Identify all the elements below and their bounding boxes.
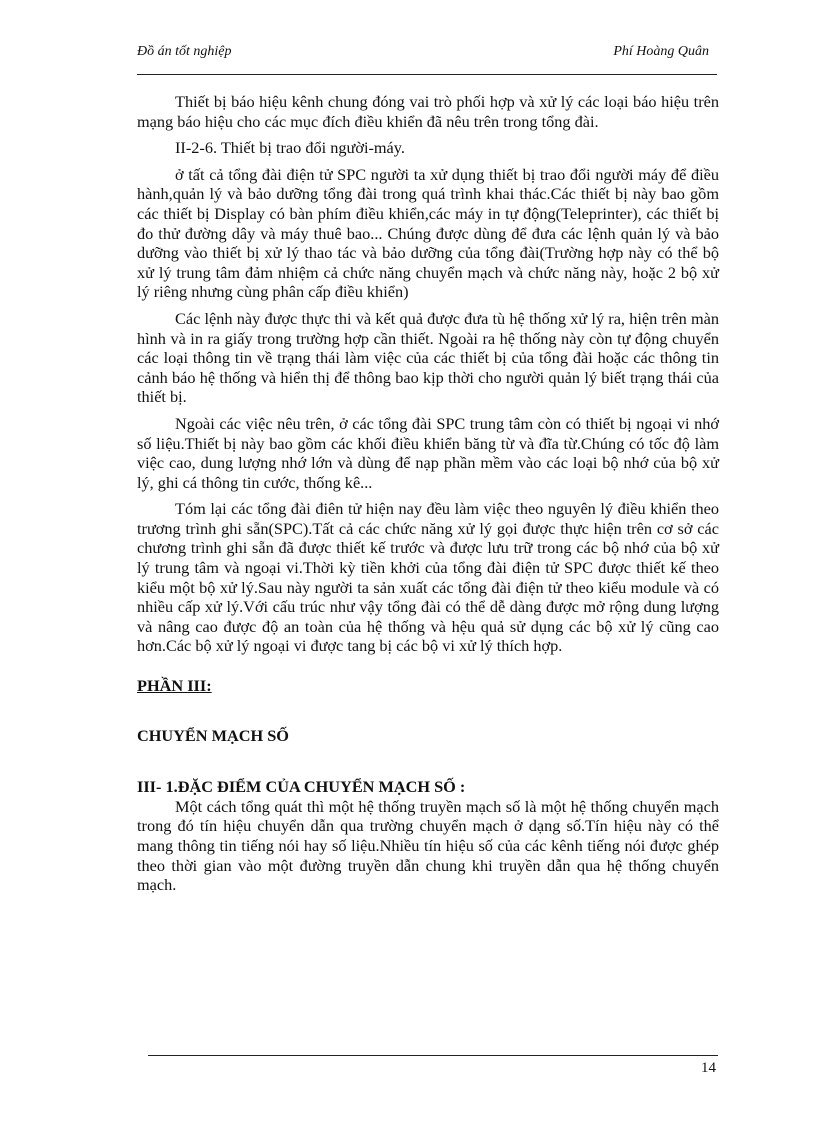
- footer-divider: [148, 1055, 718, 1056]
- paragraph-man-machine-equipment: ở tất cả tổng đài điện tử SPC người ta xử dụng thiết bị trao đổi người máy để điều hành,quản lý và bảo dưỡng tổng đài trong quá trình khai thác.Các thiết bị này bao gồm các thiết bị Display có bàn phím điều khiển,các máy in tự động(Teleprinter), các thiết bị đo thử đường dây và máy thuê bao... Chúng được dùng để đưa các lệnh quản lý và bảo dưỡng vào thiết bị xử lý thao tác và bảo dưỡng của tổng đài(Trường hợp này có thể bộ xử lý trung tâm đảm nhiệm cả chức năng chuyển mạch và chức năng này, hoặc 2 bộ xử lý riêng nhưng cùng phân cấp điều khiển): [137, 164, 719, 302]
- paragraph-peripheral-storage: Ngoài các việc nêu trên, ở các tổng đài SPC trung tâm còn có thiết bị ngoại vi nhớ số liệu.Thiết bị này bao gồm các khối điều khiển băng từ và đĩa từ.Chúng có tốc độ làm việc cao, dung lượng nhớ lớn và dùng để nạp phần mềm vào các loại bộ nhớ của bộ xử lý, ghi cá thông tin cước, thống kê...: [137, 413, 719, 492]
- header-author-name: Phí Hoàng Quân: [613, 44, 709, 59]
- paragraph-signaling-equipment: Thiết bị báo hiệu kênh chung đóng vai trò phối hợp và xử lý các loại báo hiệu trên mạng báo hiệu cho các mục đích điều khiển đã nêu trên trong tổng đài.: [137, 92, 719, 131]
- header-document-title: Đồ án tốt nghiệp: [137, 44, 232, 59]
- paragraph-digital-switching: Một cách tổng quát thì một hệ thống truyền mạch số là một hệ thống chuyển mạch trong đó tín hiệu chuyển dẫn qua trường chuyển mạch ở dạng số.Tín hiệu này có thể mang thông tin tiếng nói hay số liệu.Nhiều tín hiệu số của các kênh tiếng nói được ghép theo thời gian vào một đường truyền dẫn chung khi truyền dẫn qua hệ thống chuyển mạch.: [137, 796, 719, 895]
- header-divider: [137, 74, 717, 75]
- part-title: PHẦN III:: [137, 676, 212, 696]
- chapter-title: CHUYỂN MẠCH SỐ: [137, 725, 289, 745]
- page-header: [137, 44, 717, 68]
- paragraph-commands-execution: Các lệnh này được thực thi và kết quả được đưa tù hệ thống xử lý ra, hiện trên màn hình và in ra giấy trong trường hợp cần thiết. Ngoài ra hệ thống này còn tự động chuyển các loại thông tin về trạng thái làm việc của các thiết bị của tổng đài hoặc các thông tin cảnh báo hệ thống và hiển thị để thông bao kịp thời cho người quản lý biết trạng thái của thiết bị.: [137, 308, 719, 407]
- subsection-heading-man-machine: II-2-6. Thiết bị trao đổi người-máy.: [175, 138, 405, 158]
- section-heading: III- 1.ĐẶC ĐIỂM CỦA CHUYỂN MẠCH SỐ :: [137, 777, 466, 797]
- paragraph-summary-spc: Tóm lại các tổng đài điên tử hiện nay đều làm việc theo nguyên lý điều khiển theo trương trình ghi sẵn(SPC).Tất cả các chức năng xử lý gọi được thực hiện trên cơ sở các chương trình ghi sẵn đã được thiết kế trước và được lưu trữ trong các bộ nhớ của bộ xử lý trung tâm và ngoại vi.Thời kỳ tiền khởi của tổng đài điện tử SPC được thiết kế theo kiểu một bộ xử lý.Sau này người ta sản xuất các tổng đài điện tử theo kiểu module và có nhiều cấp xử lý.Với cấu trúc như vậy tổng đài có thể dễ dàng được mở rộng dung lượng và nâng cao được độ an toàn của hệ thống và hệu quả sử dụng các bộ xử lý cũng cao hơn.Các bộ xử lý ngoại vi được tang bị các bộ vi xử lý thích hợp.: [137, 499, 719, 656]
- page-body: [137, 92, 719, 895]
- page-number: 14: [701, 1060, 716, 1076]
